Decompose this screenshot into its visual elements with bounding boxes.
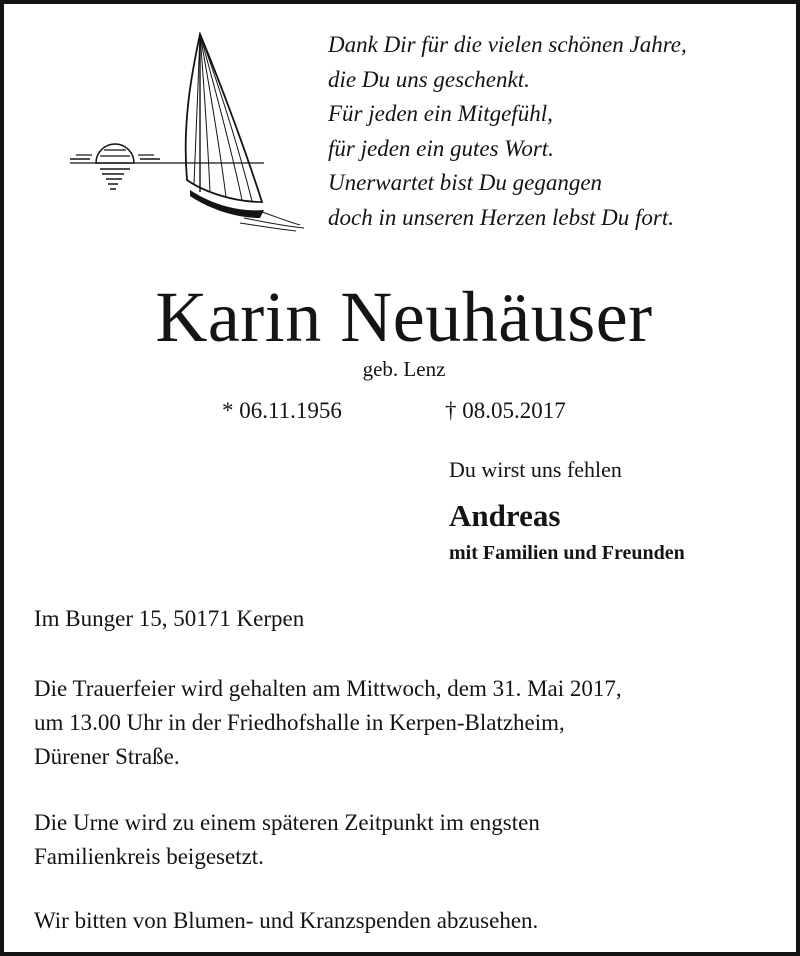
paragraph-line: Dürener Straße.	[34, 744, 180, 769]
paragraph-line: Familienkreis beigesetzt.	[34, 844, 264, 869]
death-date: † 08.05.2017	[445, 398, 566, 423]
poem-line: Dank Dir für die vielen schönen Jahre,	[328, 32, 687, 57]
paragraph-line: Wir bitten von Blumen- und Kranzspenden abzusehen.	[34, 908, 539, 933]
paragraph-line: Die Urne wird zu einem späteren Zeitpunkt im engsten	[34, 810, 540, 835]
flowers-request-paragraph	[34, 904, 538, 938]
birth-date: * 06.11.1956	[222, 398, 342, 423]
poem-line: doch in unseren Herzen lebst Du fort.	[328, 204, 675, 230]
sailboat-sunset-icon	[64, 32, 314, 232]
funeral-info-paragraph	[34, 672, 622, 774]
poem-line: die Du uns geschenkt.	[328, 66, 530, 92]
signer-family: mit Familien und Freunden	[449, 542, 685, 564]
signer-name: Andreas	[449, 498, 561, 533]
address: Im Bunger 15, 50171 Kerpen	[34, 606, 305, 631]
poem	[328, 28, 788, 235]
poem-line: Für jeden ein Mitgefühl,	[328, 101, 553, 126]
poem-line: Unerwartet bist Du gegangen	[328, 170, 603, 195]
deceased-name: Karin Neuhäuser	[155, 277, 653, 357]
maiden-name: geb. Lenz	[362, 357, 446, 381]
paragraph-line: Die Trauerfeier wird gehalten am Mittwoch, dem 31. Mai 2017,	[34, 676, 622, 701]
urn-info-paragraph	[34, 806, 540, 874]
farewell-text: Du wirst uns fehlen	[449, 457, 622, 482]
paragraph-line: um 13.00 Uhr in der Friedhofshalle in Kerpen-Blatzheim,	[34, 710, 565, 735]
poem-line: für jeden ein gutes Wort.	[328, 135, 554, 161]
